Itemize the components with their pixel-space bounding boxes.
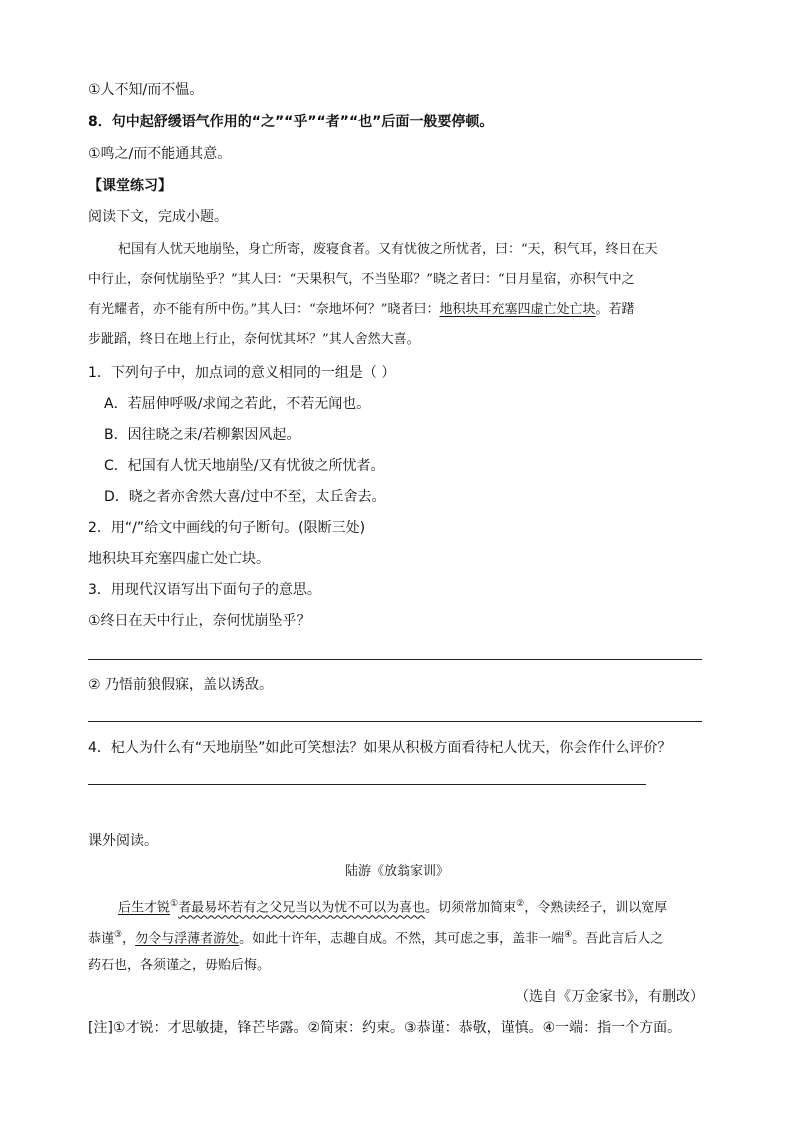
underlined-sentence: 地积块耳充塞四虚亡处亡块 (439, 302, 596, 317)
extra-title: 陆游《放翁家训》 (344, 864, 449, 879)
answer-line-1[interactable] (88, 659, 702, 660)
question-3-stem: 3．用现代汉语写出下面句子的意思。 (88, 582, 321, 598)
example-line-1: ①人不知/而不愠。 (88, 82, 204, 98)
question-3-item-2: ② 乃悟前狼假寐，盖以诱敌。 (88, 677, 274, 693)
extra-passage-line-2: 恭谨③，勿令与浮薄者游处。如此十许年，志趣自成。不然，其可虑之事，盖非一端④。吾此言后人之 (88, 930, 664, 947)
question-1-stem: 1．下列句子中，加点词的意义相同的一组是（ ） (88, 365, 396, 381)
source-citation: （选自《万金家书》，有删改） (515, 989, 704, 1005)
example-line-2: ①鸣之/而不能通其意。 (88, 146, 232, 162)
question-2-sentence: 地积块耳充塞四虚亡处亡块。 (88, 551, 270, 567)
answer-line-3[interactable] (88, 784, 646, 785)
extra-passage-line-3: 药石也，各须谨之，毋贻后悔。 (88, 958, 271, 973)
passage-line-3: 有光耀者，亦不能有所中伤。”其人曰：“奈地坏何？”晓者曰：地积块耳充塞四虚亡处亡块。若躇 (88, 302, 635, 317)
passage-line-4: 步跐蹈，终日在地上行止，奈何忧其坏？”其人舍然大喜。 (88, 332, 420, 347)
question-4-stem: 4．杞人为什么有“天地崩坠”如此可笑想法？如果从积极方面看待杞人忧天，你会作什么评价？ (88, 740, 672, 756)
question-3-item-1: ①终日在天中行止，奈何忧崩坠乎？ (88, 613, 311, 629)
extra-passage-line-1: 后生才锐①者最易坏若有之父兄当以为忧不可以为喜也。切须常加简束②，令熟读经子，训以宽厚 (118, 899, 668, 916)
option-c: C．杞国有人忧天地崩坠/又有忧彼之所忧者。 (104, 458, 385, 474)
passage-line-1: 杞国有人忧天地崩坠，身亡所寄，废寝食者。又有忧彼之所忧者，曰：“天，积气耳，终日在天 (118, 242, 658, 257)
question-2-stem: 2．用“/”给文中画线的句子断句。(限断三处) (88, 520, 366, 536)
annotation-notes: [注]①才锐：才思敏捷，锋芒毕露。②简束：约束。③恭谨：恭敬，谨慎。④一端：指一个方面。 (88, 1020, 682, 1036)
reading-instruction: 阅读下文，完成小题。 (88, 209, 228, 225)
option-a: A．若屈伸呼吸/求闻之若此，不若无闻也。 (104, 396, 371, 412)
underlined-phrase: 勿令与浮薄者游处 (135, 931, 240, 947)
answer-line-2[interactable] (88, 721, 702, 722)
section-heading-extra: 课外阅读。 (88, 833, 158, 849)
passage-line-2: 中行止，奈何忧崩坠乎？”其人曰：“天果积气，不当坠耶？”晓之者曰：“日月星宿，亦积气中之 (88, 272, 635, 287)
option-b: B．因往晓之耒/若柳絮因风起。 (104, 427, 301, 443)
wavy-sentence: 者最易坏若有之父兄当以为忧不可以为喜也 (178, 900, 426, 916)
section-heading-practice: 【课堂练习】 (88, 178, 172, 194)
option-d: D．晓之者亦舍然大喜/过中不至，太丘舍去。 (104, 489, 386, 505)
rule-8: 8．句中起舒缓语气作用的“之”“乎”“者”“也”后面一般要停顿。 (88, 114, 494, 130)
